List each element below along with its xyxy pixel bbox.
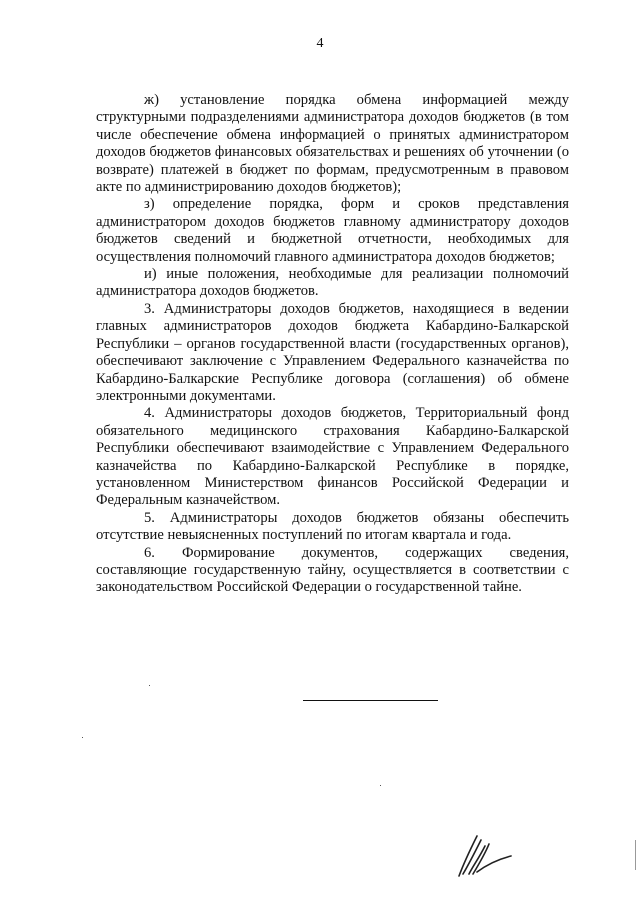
paragraph-4: 4. Администраторы доходов бюджетов, Территориальный фонд обязательного медицинского страхования Кабардино-Балкарской Республики обеспечивают взаимодействие с Управлением Федерального казначейства по Кабардино-Балкарской Республике в порядке, установленном Министерством финансов Российской Федерации и Федеральным казначейством. (96, 405, 569, 509)
document-body (96, 92, 569, 597)
scan-speck (380, 785, 381, 786)
paragraph-3: 3. Администраторы доходов бюджетов, находящиеся в ведении главных администраторов доходов бюджета Кабардино-Балкарской Республики – органов государственной власти (государственных органов), обеспечивают заключение с Управлением Федерального казначейства по Кабардино-Балкарские Республике договора (соглашения) об обмене электронными документами. (96, 300, 569, 404)
scan-speck (635, 840, 636, 870)
scan-speck (149, 685, 150, 686)
page-number: 4 (316, 36, 324, 51)
closing-rule (303, 700, 438, 701)
paragraph-6: 6. Формирование документов, содержащих сведения, составляющие государственную тайну, осуществляется в соответствии с законодательством Российской Федерации о государственной тайне. (96, 544, 569, 596)
paragraph-5: 5. Администраторы доходов бюджетов обязаны обеспечить отсутствие невыясненных поступлений по итогам квартала и года. (96, 509, 569, 544)
scan-speck (82, 737, 83, 738)
signature-mark (455, 830, 515, 880)
paragraph-zh: ж) установление порядка обмена информацией между структурными подразделениями администратора доходов бюджетов (в том числе обеспечение обмена информацией о принятых администратором доходов бюджетов финансовых обязательствах и решениях об уточнении (о возврате) платежей в бюджет по формам, предусмотренным в правовом акте по администрированию доходов бюджетов); (96, 92, 569, 196)
paragraph-z: з) определение порядка, форм и сроков представления администратором доходов бюджетов главному администратору доходов бюджетов сведений и бюджетной отчетности, необходимых для осуществления полномочий главного администратора доходов бюджетов; (96, 196, 569, 265)
paragraph-i: и) иные положения, необходимые для реализации полномочий администратора доходов бюджетов. (96, 266, 569, 300)
